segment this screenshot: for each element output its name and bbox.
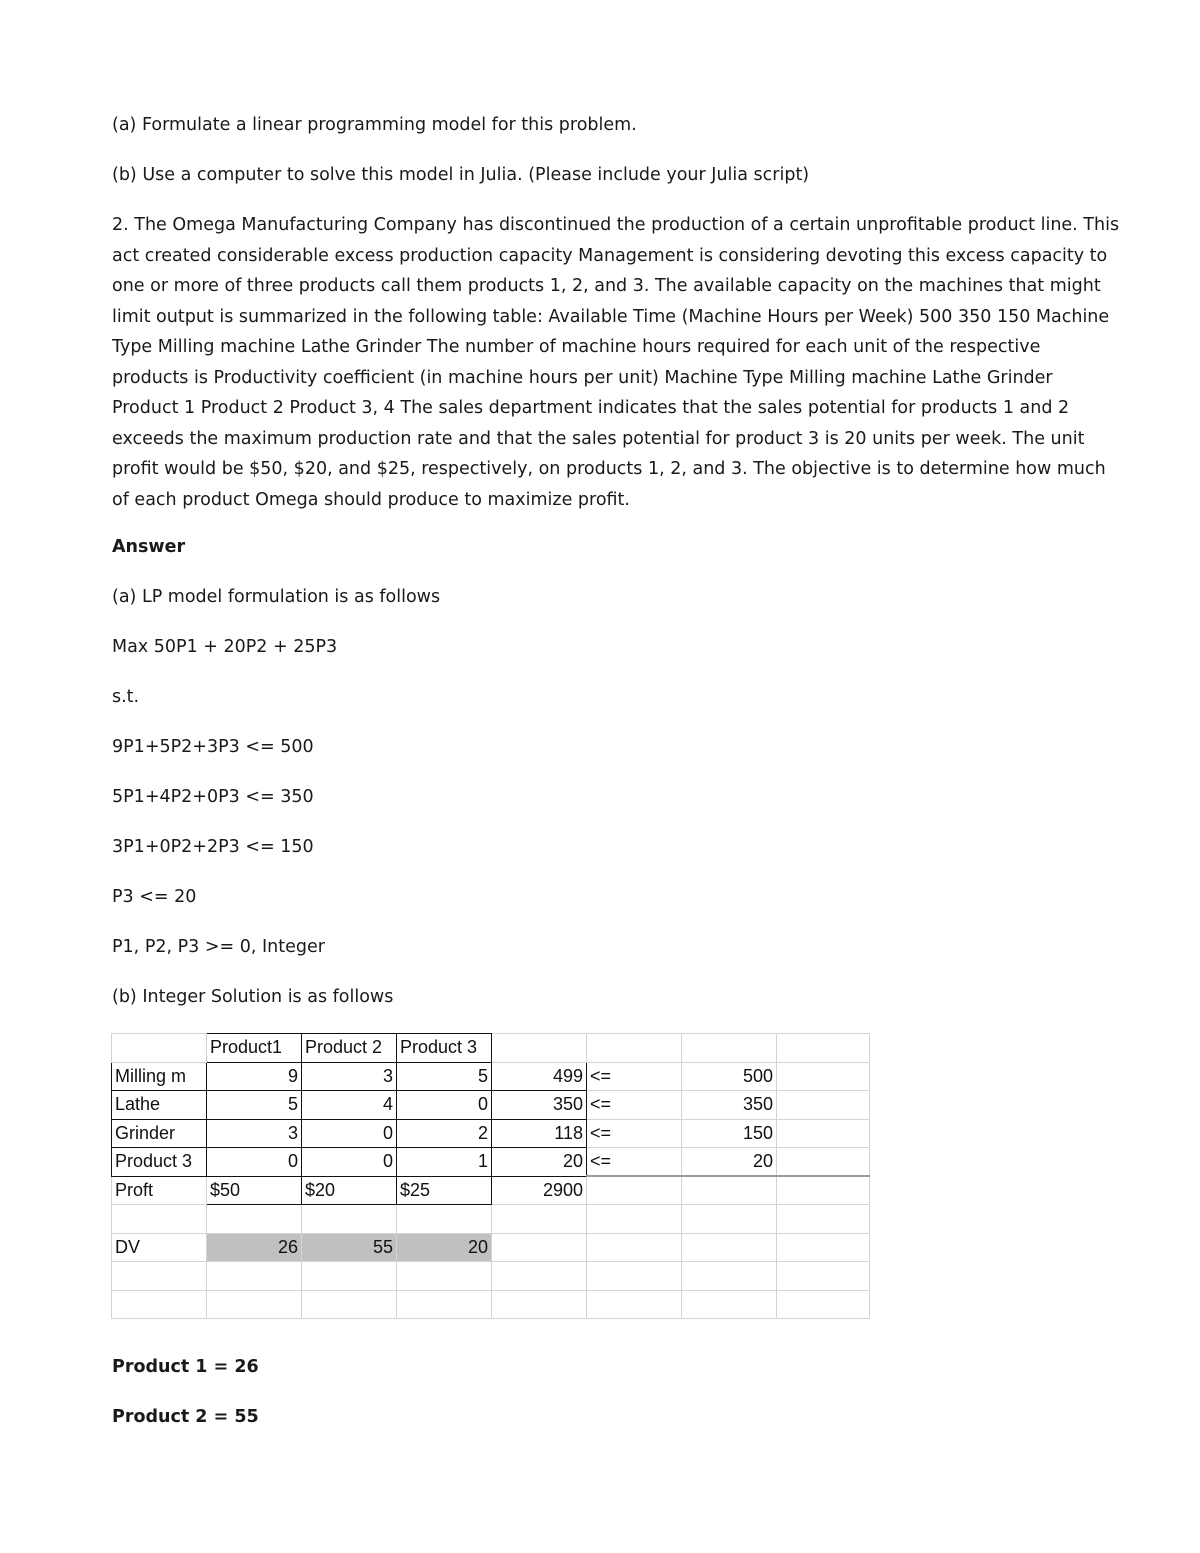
dv-p3: 20 xyxy=(397,1233,492,1262)
sheet-cell xyxy=(587,1205,682,1234)
sheet-cell xyxy=(492,1290,587,1319)
dv-row xyxy=(112,1233,870,1262)
sheet-cell xyxy=(587,1034,682,1063)
sheet-cell xyxy=(492,1233,587,1262)
header-product3: Product 3 xyxy=(397,1034,492,1063)
sheet-cell xyxy=(492,1262,587,1291)
coef-p3: 1 xyxy=(397,1148,492,1177)
coef-p2: 4 xyxy=(302,1091,397,1120)
problem-statement: 2. The Omega Manufacturing Company has discontinued the production of a certain unprofitable product line. This act created considerable excess production capacity Management is considering devoting this excess capacity to one or more of three products call them products 1, 2, and 3. The available capacity on the machines that might limit output is summarized in the following table: Available Time (Machine Hours per Week) 500 350 150 Machine Type Milling machine Lathe Grinder The number of machine hours required for each unit of the respective products is Productivity coefficient (in machine hours per unit) Machine Type Milling machine Lathe Grinder Product 1 Product 2 Product 3, 4 The sales department indicates that the sales potential for products 1 and 2 exceeds the maximum production rate and that the sales potential for product 3 is 20 units per week. The unit profit would be $50, $20, and $25, respectively, on products 1, 2, and 3. The objective is to determine how much of each product Omega should produce to maximize profit. xyxy=(112,215,1120,510)
sheet-cell xyxy=(682,1034,777,1063)
coef-p3: 2 xyxy=(397,1119,492,1148)
dv-p1: 26 xyxy=(207,1233,302,1262)
table-row xyxy=(112,1062,870,1091)
profit-total: 2900 xyxy=(492,1176,587,1205)
table-row xyxy=(112,1148,870,1177)
rhs-value: 20 xyxy=(682,1148,777,1177)
lhs-value: 118 xyxy=(492,1119,587,1148)
sheet-cell xyxy=(682,1205,777,1234)
sheet-cell xyxy=(112,1205,207,1234)
sheet-cell xyxy=(777,1062,870,1091)
answer-heading: Answer xyxy=(112,537,186,557)
operator: <= xyxy=(587,1148,682,1177)
sheet-cell xyxy=(682,1176,777,1205)
header-product1: Product1 xyxy=(207,1034,302,1063)
sheet-cell xyxy=(207,1290,302,1319)
sheet-cell xyxy=(492,1034,587,1063)
sheet-cell xyxy=(112,1034,207,1063)
sheet-cell xyxy=(682,1290,777,1319)
sheet-cell xyxy=(777,1262,870,1291)
sheet-cell xyxy=(777,1176,870,1205)
sheet-cell xyxy=(302,1262,397,1291)
header-product2: Product 2 xyxy=(302,1034,397,1063)
profit-label: Proft xyxy=(112,1176,207,1205)
subject-to: s.t. xyxy=(112,687,140,707)
sheet-cell xyxy=(397,1205,492,1234)
question-part-a: (a) Formulate a linear programming model for this problem. xyxy=(112,115,637,135)
sheet-cell xyxy=(777,1233,870,1262)
sheet-cell xyxy=(682,1262,777,1291)
sheet-cell xyxy=(302,1205,397,1234)
coef-p2: 3 xyxy=(302,1062,397,1091)
answer-part-a: (a) LP model formulation is as follows xyxy=(112,587,441,607)
constraint-lathe: 5P1+4P2+0P3 <= 350 xyxy=(112,787,314,807)
rhs-value: 150 xyxy=(682,1119,777,1148)
operator: <= xyxy=(587,1091,682,1120)
row-label: Lathe xyxy=(112,1091,207,1120)
sheet-cell xyxy=(777,1034,870,1063)
rhs-value: 500 xyxy=(682,1062,777,1091)
profit-p1: $50 xyxy=(207,1176,302,1205)
sheet-cell xyxy=(682,1233,777,1262)
profit-p2: $20 xyxy=(302,1176,397,1205)
empty-row xyxy=(112,1205,870,1234)
coef-p1: 5 xyxy=(207,1091,302,1120)
result-product-1: Product 1 = 26 xyxy=(112,1357,259,1377)
constraint-nonnegativity: P1, P2, P3 >= 0, Integer xyxy=(112,937,325,957)
dv-p2: 55 xyxy=(302,1233,397,1262)
sheet-cell xyxy=(587,1176,682,1205)
sheet-cell xyxy=(777,1091,870,1120)
question-part-b: (b) Use a computer to solve this model in Julia. (Please include your Julia script) xyxy=(112,165,810,185)
sheet-cell xyxy=(112,1262,207,1291)
lhs-value: 350 xyxy=(492,1091,587,1120)
lhs-value: 499 xyxy=(492,1062,587,1091)
sheet-cell xyxy=(302,1290,397,1319)
constraint-product3: P3 <= 20 xyxy=(112,887,197,907)
coef-p1: 0 xyxy=(207,1148,302,1177)
sheet-cell xyxy=(777,1119,870,1148)
row-label: Milling m xyxy=(112,1062,207,1091)
lhs-value: 20 xyxy=(492,1148,587,1177)
objective-function: Max 50P1 + 20P2 + 25P3 xyxy=(112,637,338,657)
sheet-cell xyxy=(492,1205,587,1234)
sheet-cell xyxy=(777,1290,870,1319)
profit-row xyxy=(112,1176,870,1205)
result-product-2: Product 2 = 55 xyxy=(112,1407,259,1427)
sheet-cell xyxy=(587,1262,682,1291)
coef-p2: 0 xyxy=(302,1148,397,1177)
sheet-cell xyxy=(587,1233,682,1262)
table-row xyxy=(112,1119,870,1148)
operator: <= xyxy=(587,1062,682,1091)
operator: <= xyxy=(587,1119,682,1148)
rhs-value: 350 xyxy=(682,1091,777,1120)
empty-row xyxy=(112,1290,870,1319)
profit-p3: $25 xyxy=(397,1176,492,1205)
sheet-header-row xyxy=(112,1034,870,1063)
coef-p3: 0 xyxy=(397,1091,492,1120)
sheet-cell xyxy=(397,1290,492,1319)
row-label: Grinder xyxy=(112,1119,207,1148)
sheet-cell xyxy=(587,1290,682,1319)
sheet-cell xyxy=(112,1290,207,1319)
empty-row xyxy=(112,1262,870,1291)
coef-p2: 0 xyxy=(302,1119,397,1148)
sheet-cell xyxy=(397,1262,492,1291)
sheet-cell xyxy=(777,1148,870,1177)
constraint-grinder: 3P1+0P2+2P3 <= 150 xyxy=(112,837,314,857)
answer-part-b: (b) Integer Solution is as follows xyxy=(112,987,394,1007)
sheet-cell xyxy=(777,1205,870,1234)
solution-spreadsheet xyxy=(111,1033,870,1319)
coef-p3: 5 xyxy=(397,1062,492,1091)
row-label: Product 3 xyxy=(112,1148,207,1177)
sheet-cell xyxy=(207,1205,302,1234)
constraint-milling: 9P1+5P2+3P3 <= 500 xyxy=(112,737,314,757)
dv-label: DV xyxy=(112,1233,207,1262)
sheet-cell xyxy=(207,1262,302,1291)
coef-p1: 9 xyxy=(207,1062,302,1091)
coef-p1: 3 xyxy=(207,1119,302,1148)
table-row xyxy=(112,1091,870,1120)
